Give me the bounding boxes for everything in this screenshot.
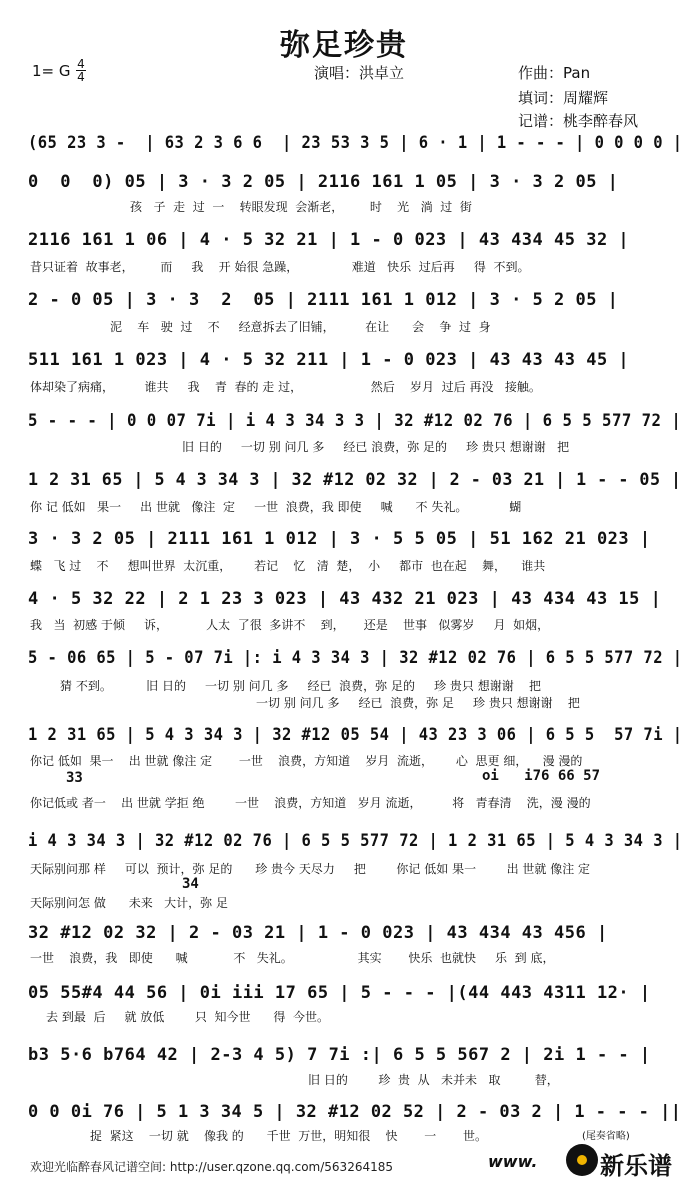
lyric-line: 猜 不到。 旧 日的 一切 别 问几 多 经已 浪费，弥 足的 珍 贵只 想谢谢 把 xyxy=(60,679,541,693)
notation-line: 1 2 31 65 | 5 4 3 34 3 | 32 #12 02 32 | 2 - 03 21 | 1 - - 05 | xyxy=(28,470,682,490)
alt-notation: 33 xyxy=(66,770,83,786)
notation-line: 3 · 3 2 05 | 2111 161 1 012 | 3 · 5 5 05 | 51 162 21 023 | xyxy=(28,529,651,549)
site-logo xyxy=(488,1142,682,1180)
notation-line: 05 55#4 44 56 | 0i iii 17 65 | 5 - - - |(44 443 4311 12· | xyxy=(28,983,651,1003)
notation-line: 32 #12 02 32 | 2 - 03 21 | 1 - 0 023 | 43 434 43 456 | xyxy=(28,923,608,943)
lyric-line: 捉 紧这 一切 就 像我 的 千世 万世，明知很 快 一 世。 xyxy=(90,1129,487,1143)
lyric-line: 一世 浪费，我 即使 喊 不 失礼。 其实 快乐 也就快 乐 到 底， xyxy=(30,951,555,965)
notation-line: b3 5·6 b764 42 | 2-3 4 5) 7 7i :| 6 5 5 567 2 | 2i 1 - - | xyxy=(28,1045,651,1065)
notation-line: 511 161 1 023 | 4 · 5 32 211 | 1 - 0 023 | 43 43 43 45 | xyxy=(28,350,630,370)
notation-line: 1 2 31 65 | 5 4 3 34 3 | 32 #12 05 54 | 43 23 3 06 | 6 5 5 57 7i | xyxy=(28,725,683,745)
lyric-line: 你记低或 者一 出 世就 学拒 绝 一世 浪费，方知道 岁月 流逝， 将 青春清 洗，漫 漫的 xyxy=(30,796,591,810)
lyric-line: 天际别问那 样 可以 预计，弥 足的 珍 贵今 天尽力 把 你记 低如 果一 出 世就 像注 定 xyxy=(30,862,591,876)
lyric-line: 体却染了病痛， 谁共 我 青 春的 走 过， 然后 岁月 过后 再没 接触。 xyxy=(30,380,541,394)
outro-note: (尾奏省略) xyxy=(582,1131,630,1142)
notation-line: 5 - 06 65 | 5 - 07 7i |: i 4 3 34 3 | 32 #12 02 76 | 6 5 5 577 72 | xyxy=(28,648,683,668)
transcriber-credit: 记谱：桃李醉春风 xyxy=(518,112,639,130)
lyric-line: 蝶 飞 过 不 想叫世界 太沉重， 若记 忆 清 楚， 小 都市 也在起 舞， 谁共 xyxy=(30,559,546,573)
time-signature-top: 4 xyxy=(77,57,85,71)
singer-credit: 演唱：洪卓立 xyxy=(314,64,405,82)
time-signature xyxy=(76,58,86,83)
footer-text: 欢迎光临醉春风记谱空间: http://user.qzone.qq.com/563264185 xyxy=(30,1160,394,1174)
lyric-line: 天际别问怎 做 未来 大计，弥 足 xyxy=(30,896,228,910)
notation-line: i 4 3 34 3 | 32 #12 02 76 | 6 5 5 577 72 | 1 2 31 65 | 5 4 3 34 3 | xyxy=(28,831,683,851)
notation-line: 0 0 0) 05 | 3 · 3 2 05 | 2116 161 1 05 | 3 · 3 2 05 | xyxy=(28,172,619,192)
notation-line: 5 - - - | 0 0 07 7i | i 4 3 34 3 3 | 32 #12 02 76 | 6 5 5 577 72 | xyxy=(28,411,682,431)
composer-credit: 作曲：Pan xyxy=(518,64,591,82)
lyric-line: 昔只证着 故事老， 而 我 开 始很 急躁， 难道 快乐 过后再 得 不到。 xyxy=(30,260,530,274)
key-signature: 1= G xyxy=(32,62,71,80)
lyric-line: 泥 车 驶 过 不 经意拆去了旧铺， 在让 会 争 过 身 xyxy=(110,320,491,334)
notation-line: 0 0 0i 76 | 5 1 3 34 5 | 32 #12 02 52 | 2 - 03 2 | 1 - - - || xyxy=(28,1102,682,1122)
lyric-line: 孩 子 走 过 一 转眼发现 会渐老， 时 光 淌 过 街 xyxy=(130,200,472,214)
lyric-line: 一切 别 问几 多 经已 浪费，弥 足 珍 贵只 想谢谢 把 xyxy=(256,696,580,710)
lyric-line: 去 到最 后 就 放低 只 知今世 得 今世。 xyxy=(46,1010,329,1024)
lyric-line: 旧 日的 珍 贵 从 未并未 取 替， xyxy=(308,1073,559,1087)
notation-line: 2116 161 1 06 | 4 · 5 32 21 | 1 - 0 023 | 43 434 45 32 | xyxy=(28,230,630,250)
music-disc-icon xyxy=(566,1144,598,1176)
lyricist-credit: 填词：周耀辉 xyxy=(518,89,609,107)
alt-notation: oi i76 66 57 xyxy=(482,768,601,784)
logo-text: 新乐谱 xyxy=(600,1152,672,1180)
logo-url-text: www. xyxy=(488,1152,538,1171)
page-title: 弥足珍贵 xyxy=(280,28,408,63)
lyric-line: 你记 低如 果一 出 世就 像注 定 一世 浪费，方知道 岁月 流逝， 心 思更 细， 漫 漫的 xyxy=(30,754,583,768)
notation-line: 4 · 5 32 22 | 2 1 23 3 023 | 43 432 21 023 | 43 434 43 15 | xyxy=(28,589,662,609)
notation-line: 2 - 0 05 | 3 · 3 2 05 | 2111 161 1 012 | 3 · 5 2 05 | xyxy=(28,290,619,310)
time-signature-bottom: 4 xyxy=(77,70,85,84)
lyric-line: 你 记 低如 果一 出 世就 像注 定 一世 浪费，我 即使 喊 不 失礼。 蝴 xyxy=(30,500,522,514)
alt-notation: 34 xyxy=(182,876,199,892)
lyric-line: 我 当 初感 于倾 诉， 人太 了很 多讲不 到， 还是 世事 似雾岁 月 如烟， xyxy=(30,618,550,632)
lyric-line: 旧 日的 一切 别 问几 多 经已 浪费，弥 足的 珍 贵只 想谢谢 把 xyxy=(182,440,570,454)
notation-line: (65 23 3 - | 63 2 3 6 6 | 23 53 3 5 | 6 · 1 | 1 - - - | 0 0 0 0 | xyxy=(28,133,683,153)
